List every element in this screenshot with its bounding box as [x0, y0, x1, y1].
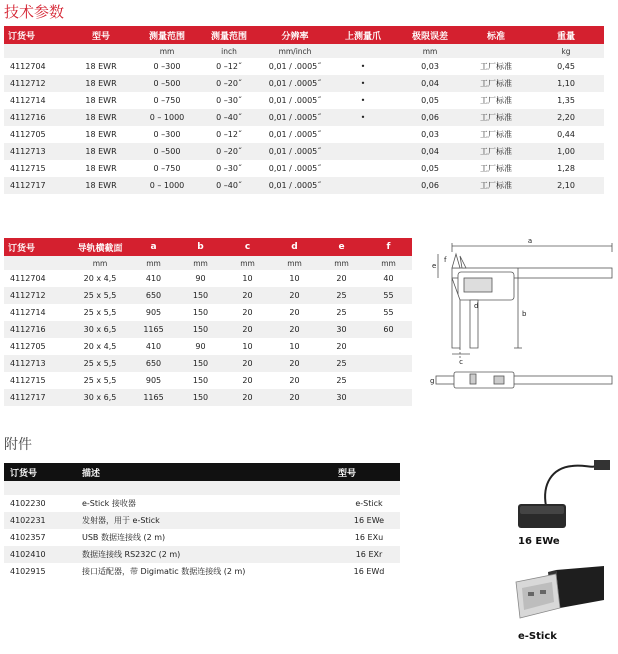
t1-cell: 0,04 — [396, 143, 464, 160]
t2-cell: 25 — [318, 304, 365, 321]
t1-table-row — [4, 58, 604, 75]
t2-cell — [365, 338, 412, 355]
t2-cell: 30 — [318, 389, 365, 406]
t3-cell: 发射器，用于 e-Stick — [76, 512, 332, 529]
t1-unit-cell — [330, 44, 396, 58]
t1-cell: 4112716 — [4, 109, 66, 126]
t3-table-row — [4, 563, 400, 580]
t2-unit-cell: mm — [177, 256, 224, 270]
t2-cell: 4112705 — [4, 338, 70, 355]
t3-cell: 4102915 — [4, 563, 76, 580]
t2-cell: 10 — [271, 270, 318, 287]
t2-cell: 90 — [177, 270, 224, 287]
t1-cell: 0 –20˝ — [198, 75, 260, 92]
t2-header-0: 订货号 — [4, 238, 70, 256]
t3-cell: 16 EXr — [332, 546, 400, 563]
t2-cell: 4112716 — [4, 321, 70, 338]
t2-cell: 30 — [318, 321, 365, 338]
t1-cell: 0,05 — [396, 160, 464, 177]
t1-table-row — [4, 126, 604, 143]
t2-unit-cell: mm — [365, 256, 412, 270]
t2-table-row — [4, 389, 412, 406]
t1-cell: 0 –750 — [136, 160, 198, 177]
t2-unit-cell: mm — [271, 256, 318, 270]
t1-cell: 0 –30˝ — [198, 160, 260, 177]
t2-cell: 20 x 4,5 — [70, 270, 130, 287]
t2-cell — [365, 389, 412, 406]
t1-cell: 0,03 — [396, 126, 464, 143]
t1-cell: 0 –750 — [136, 92, 198, 109]
t1-cell: 0,01 / .0005˝ — [260, 109, 330, 126]
t1-table-row — [4, 177, 604, 194]
t2-cell: 4112717 — [4, 389, 70, 406]
t1-cell: 工厂标准 — [464, 109, 528, 126]
t2-header-7: f — [365, 238, 412, 256]
t2-cell: 410 — [130, 338, 177, 355]
t1-cell — [330, 126, 396, 143]
t1-cell: 18 EWR — [66, 160, 136, 177]
t2-cell: 20 — [224, 389, 271, 406]
t1-cell: 2,10 — [528, 177, 604, 194]
t2-unit-cell: mm — [224, 256, 271, 270]
t1-unit-cell: mm — [396, 44, 464, 58]
t1-cell: 4112713 — [4, 143, 66, 160]
t2-header-2: a — [130, 238, 177, 256]
t3-cell: e-Stick 接收器 — [76, 495, 332, 512]
t3-header-0: 订货号 — [4, 463, 76, 481]
dim-label-a: a — [527, 237, 533, 245]
t2-cell: 150 — [177, 389, 224, 406]
dim-label-f: f — [444, 256, 447, 264]
t1-table-row — [4, 92, 604, 109]
t1-cell: 0,01 / .0005˝ — [260, 177, 330, 194]
dim-label-d: d — [474, 302, 479, 310]
t2-header-6: e — [318, 238, 365, 256]
t3-header-2: 型号 — [332, 463, 400, 481]
t2-table-row — [4, 338, 412, 355]
t1-cell: 0 –300 — [136, 58, 198, 75]
t3-cell: 16 EWd — [332, 563, 400, 580]
t2-cell: 4112704 — [4, 270, 70, 287]
t1-cell: 1,28 — [528, 160, 604, 177]
t1-cell: 工厂标准 — [464, 58, 528, 75]
t2-cell: 20 — [224, 355, 271, 372]
t1-header-7: 标准 — [464, 26, 528, 44]
t3-spacer-row — [4, 481, 400, 495]
t2-unit-cell: mm — [318, 256, 365, 270]
dim-label-c: c — [459, 358, 463, 366]
t1-header-5: 上测量爪 — [330, 26, 396, 44]
t1-cell: 0 –30˝ — [198, 92, 260, 109]
t1-cell: • — [330, 75, 396, 92]
t1-unit-cell: mm — [136, 44, 198, 58]
t1-cell: 0 –40˝ — [198, 177, 260, 194]
t1-cell: 0,44 — [528, 126, 604, 143]
t2-cell: 25 x 5,5 — [70, 287, 130, 304]
t3-cell: 4102230 — [4, 495, 76, 512]
caliper-dimension-diagram — [430, 236, 615, 396]
t1-unit-cell — [4, 44, 66, 58]
t2-cell: 10 — [224, 270, 271, 287]
t2-units-row — [4, 256, 412, 270]
t1-header-2: 测量范围 — [136, 26, 198, 44]
t2-table-row — [4, 355, 412, 372]
t2-cell: 905 — [130, 372, 177, 389]
t1-cell: 0 – 1000 — [136, 109, 198, 126]
t3-header-1: 描述 — [76, 463, 332, 481]
t2-cell: 650 — [130, 355, 177, 372]
t3-cell: 4102410 — [4, 546, 76, 563]
t2-cell: 20 — [271, 355, 318, 372]
t1-unit-cell: mm/inch — [260, 44, 330, 58]
t3-cell: 数据连接线 RS232C (2 m) — [76, 546, 332, 563]
t1-cell: 18 EWR — [66, 75, 136, 92]
t2-header-5: d — [271, 238, 318, 256]
t1-cell: 0 –40˝ — [198, 109, 260, 126]
t3-cell: USB 数据连接线 (2 m) — [76, 529, 332, 546]
t3-cell: 16 EXu — [332, 529, 400, 546]
ewe-label: 16 EWe — [518, 536, 560, 547]
t1-cell: 工厂标准 — [464, 177, 528, 194]
t2-cell: 1165 — [130, 389, 177, 406]
t3-table-row — [4, 546, 400, 563]
t1-header-3: 测量范围 — [198, 26, 260, 44]
t1-header-6: 极限误差 — [396, 26, 464, 44]
t2-header-3: b — [177, 238, 224, 256]
t1-cell: 工厂标准 — [464, 160, 528, 177]
t2-cell: 150 — [177, 321, 224, 338]
t2-cell: 410 — [130, 270, 177, 287]
t1-header-8: 重量 — [528, 26, 604, 44]
t3-table-row — [4, 529, 400, 546]
accessories-title: 附件 — [4, 437, 32, 453]
t2-cell: 20 x 4,5 — [70, 338, 130, 355]
t1-header-4: 分辨率 — [260, 26, 330, 44]
t1-cell: 1,35 — [528, 92, 604, 109]
specs-title: 技术参数 — [4, 3, 65, 21]
t1-table-row — [4, 160, 604, 177]
t1-cell: 0,03 — [396, 58, 464, 75]
t1-cell: 0,01 / .0005˝ — [260, 126, 330, 143]
t2-cell: 25 x 5,5 — [70, 372, 130, 389]
t2-cell: 25 — [318, 355, 365, 372]
t2-cell: 4112712 — [4, 287, 70, 304]
t2-cell — [365, 355, 412, 372]
t1-cell: 0,01 / .0005˝ — [260, 92, 330, 109]
t2-cell: 1165 — [130, 321, 177, 338]
t1-cell: 4112717 — [4, 177, 66, 194]
t2-cell: 20 — [224, 304, 271, 321]
t2-cell: 25 — [318, 287, 365, 304]
t2-cell: 150 — [177, 372, 224, 389]
t2-header-4: c — [224, 238, 271, 256]
t1-cell: 0,06 — [396, 109, 464, 126]
t3-cell: 接口适配器，带 Digimatic 数据连接线 (2 m) — [76, 563, 332, 580]
t2-cell: 4112715 — [4, 372, 70, 389]
t2-cell: 25 x 5,5 — [70, 304, 130, 321]
t1-unit-cell — [464, 44, 528, 58]
t1-cell: • — [330, 92, 396, 109]
estick-label: e-Stick — [518, 631, 557, 642]
t2-cell: 30 x 6,5 — [70, 389, 130, 406]
t3-cell: 4102231 — [4, 512, 76, 529]
t2-cell: 20 — [318, 338, 365, 355]
t1-cell: 0,45 — [528, 58, 604, 75]
t2-unit-cell: mm — [130, 256, 177, 270]
t1-cell: 4112704 — [4, 58, 66, 75]
t1-header-0: 订货号 — [4, 26, 66, 44]
t2-unit-cell — [4, 256, 70, 270]
t2-table-row — [4, 372, 412, 389]
t1-cell: 18 EWR — [66, 126, 136, 143]
t1-cell — [330, 177, 396, 194]
t2-cell: 4112714 — [4, 304, 70, 321]
t2-cell: 10 — [271, 338, 318, 355]
dim-label-g: g — [430, 377, 435, 385]
t1-unit-cell: inch — [198, 44, 260, 58]
t2-table-row — [4, 270, 412, 287]
t2-cell: 20 — [224, 321, 271, 338]
t1-cell: 18 EWR — [66, 109, 136, 126]
t2-cell: 20 — [271, 389, 318, 406]
t2-cell: 20 — [271, 372, 318, 389]
t1-cell: 2,20 — [528, 109, 604, 126]
specs-table — [4, 26, 604, 194]
t1-cell: • — [330, 58, 396, 75]
t1-cell: 0,01 / .0005˝ — [260, 58, 330, 75]
dim-label-b: b — [522, 310, 527, 318]
ewe-transmitter-image — [512, 454, 612, 534]
t2-cell: 40 — [365, 270, 412, 287]
t1-cell: 工厂标准 — [464, 75, 528, 92]
t2-cell: 150 — [177, 287, 224, 304]
t1-cell: 0 –500 — [136, 75, 198, 92]
t1-cell: 4112705 — [4, 126, 66, 143]
t2-table-row — [4, 304, 412, 321]
t1-table-row — [4, 143, 604, 160]
t1-units-row — [4, 44, 604, 58]
t1-cell: 工厂标准 — [464, 143, 528, 160]
dim-label-e: e — [432, 262, 437, 270]
t1-cell: 0 –500 — [136, 143, 198, 160]
t2-cell: 20 — [271, 321, 318, 338]
t1-table-row — [4, 109, 604, 126]
t1-cell: 0,05 — [396, 92, 464, 109]
t1-cell: 1,00 — [528, 143, 604, 160]
t3-table-row — [4, 495, 400, 512]
t1-cell: 4112712 — [4, 75, 66, 92]
t2-cell: 20 — [271, 287, 318, 304]
t1-cell: 0,04 — [396, 75, 464, 92]
t2-cell: 25 x 5,5 — [70, 355, 130, 372]
t1-cell: 0,06 — [396, 177, 464, 194]
t3-cell: e-Stick — [332, 495, 400, 512]
t2-cell — [365, 372, 412, 389]
t2-cell: 150 — [177, 355, 224, 372]
t2-cell: 55 — [365, 304, 412, 321]
accessories-table — [4, 463, 400, 580]
t1-cell: 0 –20˝ — [198, 143, 260, 160]
t1-cell — [330, 160, 396, 177]
t1-unit-cell: kg — [528, 44, 604, 58]
t1-cell: 工厂标准 — [464, 126, 528, 143]
t1-cell: 4112715 — [4, 160, 66, 177]
t1-cell: 0,01 / .0005˝ — [260, 160, 330, 177]
t1-cell: • — [330, 109, 396, 126]
t2-cell: 20 — [271, 304, 318, 321]
t2-cell: 60 — [365, 321, 412, 338]
t2-cell: 20 — [224, 372, 271, 389]
t1-header-1: 型号 — [66, 26, 136, 44]
t1-cell: 0,01 / .0005˝ — [260, 75, 330, 92]
t2-table-row — [4, 321, 412, 338]
t3-cell: 16 EWe — [332, 512, 400, 529]
t1-cell: 18 EWR — [66, 143, 136, 160]
t2-cell: 4112713 — [4, 355, 70, 372]
t1-unit-cell — [66, 44, 136, 58]
t2-cell: 25 — [318, 372, 365, 389]
t2-cell: 650 — [130, 287, 177, 304]
t2-cell: 905 — [130, 304, 177, 321]
t1-cell: 1,10 — [528, 75, 604, 92]
t2-table-row — [4, 287, 412, 304]
t3-cell: 4102357 — [4, 529, 76, 546]
t1-cell: 0,01 / .0005˝ — [260, 143, 330, 160]
t1-cell: 0 –12˝ — [198, 58, 260, 75]
t1-table-row — [4, 75, 604, 92]
t1-cell: 18 EWR — [66, 92, 136, 109]
t3-table-row — [4, 512, 400, 529]
t2-cell: 30 x 6,5 — [70, 321, 130, 338]
t1-cell: 工厂标准 — [464, 92, 528, 109]
t2-cell: 150 — [177, 304, 224, 321]
t1-cell: 0 –300 — [136, 126, 198, 143]
t1-cell — [330, 143, 396, 160]
t1-cell: 0 – 1000 — [136, 177, 198, 194]
t2-cell: 10 — [224, 338, 271, 355]
dimensions-table — [4, 238, 412, 406]
t1-cell: 18 EWR — [66, 177, 136, 194]
t1-cell: 4112714 — [4, 92, 66, 109]
t2-unit-cell: mm — [70, 256, 130, 270]
t2-cell: 55 — [365, 287, 412, 304]
t2-header-1: 导轨横截面 — [70, 238, 130, 256]
t1-cell: 0 –12˝ — [198, 126, 260, 143]
estick-image — [512, 560, 608, 630]
t2-cell: 90 — [177, 338, 224, 355]
t2-cell: 20 — [224, 287, 271, 304]
t1-cell: 18 EWR — [66, 58, 136, 75]
t2-cell: 20 — [318, 270, 365, 287]
